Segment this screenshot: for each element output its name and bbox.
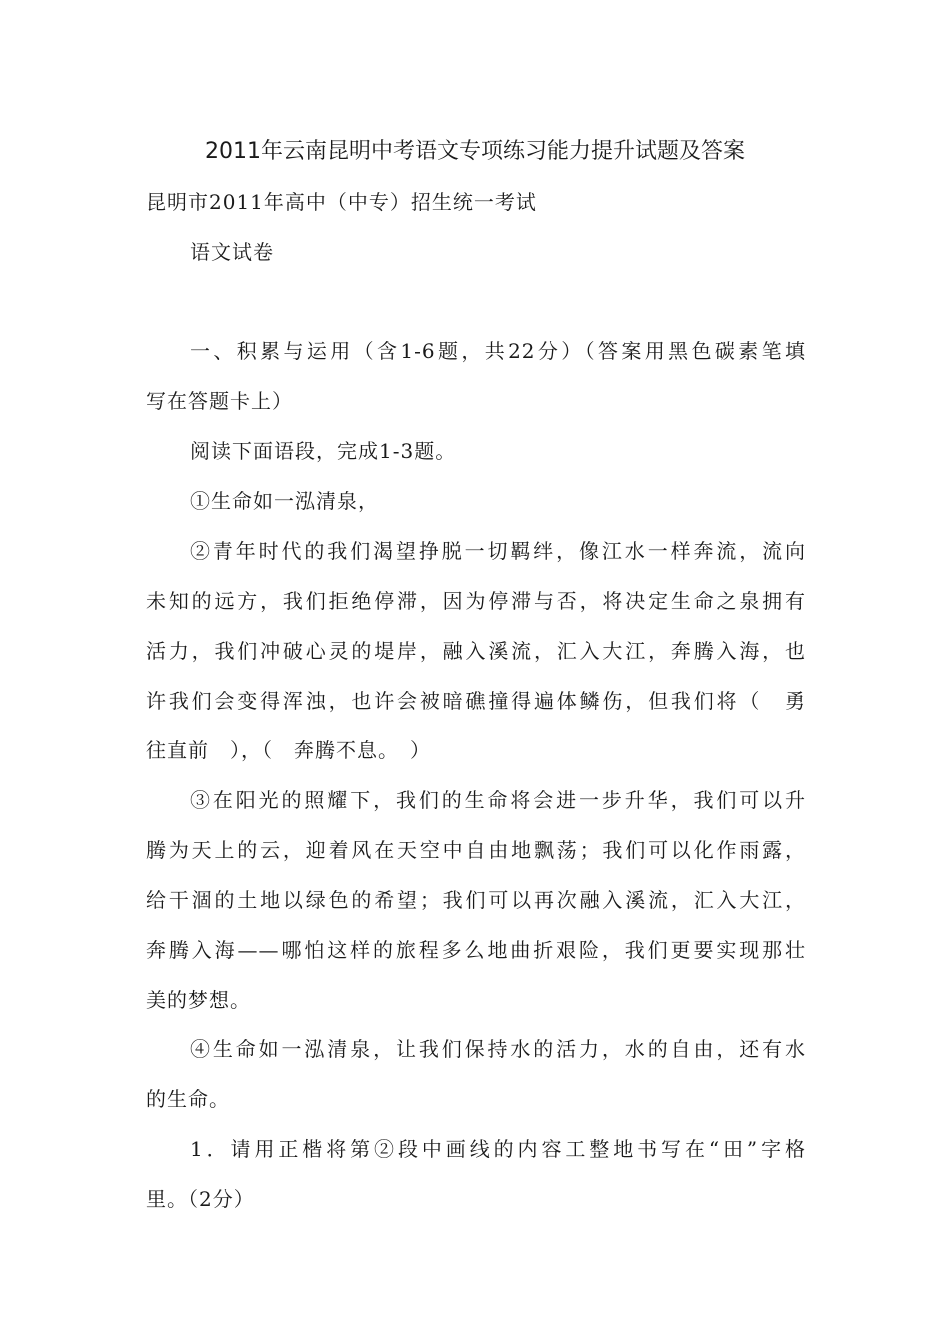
- paragraph-2-line: 许我们会变得浑浊，也许会被暗礁撞得遍体鳞伤，但我们将（ 勇: [146, 689, 806, 713]
- paper-name: 语文试卷: [190, 240, 274, 264]
- paragraph-1: ①生命如一泓清泉，: [190, 489, 379, 513]
- paragraph-2-line: 活力，我们冲破心灵的堤岸，融入溪流，汇入大江，奔腾入海，也: [146, 639, 806, 663]
- paragraph-3-line: 美的梦想。: [146, 988, 251, 1012]
- document-title: 2011年云南昆明中考语文专项练习能力提升试题及答案: [205, 139, 745, 164]
- paragraph-2-line: ②青年时代的我们渴望挣脱一切羁绊，像江水一样奔流，流向: [190, 539, 806, 563]
- paragraph-3-line: 给干涸的土地以绿色的希望；我们可以再次融入溪流，汇入大江，: [146, 888, 806, 912]
- paragraph-3-line: 腾为天上的云，迎着风在天空中自由地飘荡；我们可以化作雨露，: [146, 838, 806, 862]
- question-1: 1．请用正楷将第②段中画线的内容工整地书写在“田”字格: [190, 1137, 806, 1161]
- reading-instruction: 阅读下面语段，完成1-3题。: [190, 439, 457, 463]
- paragraph-4-line: ④生命如一泓清泉，让我们保持水的活力，水的自由，还有水: [190, 1037, 806, 1061]
- paragraph-3-line: 奔腾入海——哪怕这样的旅程多么地曲折艰险，我们更要实现那壮: [146, 938, 806, 962]
- paragraph-2-line: 往直前 ），（ 奔腾不息。 ）: [146, 738, 431, 762]
- question-1-continued: 里。（2分）: [146, 1187, 255, 1211]
- paragraph-3-line: ③在阳光的照耀下，我们的生命将会进一步升华，我们可以升: [190, 788, 806, 812]
- section-heading: 一、积累与运用（含1-6题，共22分）（答案用黑色碳素笔填: [190, 339, 806, 363]
- section-heading-continued: 写在答题卡上）: [146, 389, 293, 413]
- paragraph-2-line: 未知的远方，我们拒绝停滞，因为停滞与否，将决定生命之泉拥有: [146, 589, 806, 613]
- paragraph-4-line: 的生命。: [146, 1087, 230, 1111]
- exam-heading: 昆明市2011年高中（中专）招生统一考试: [146, 190, 537, 214]
